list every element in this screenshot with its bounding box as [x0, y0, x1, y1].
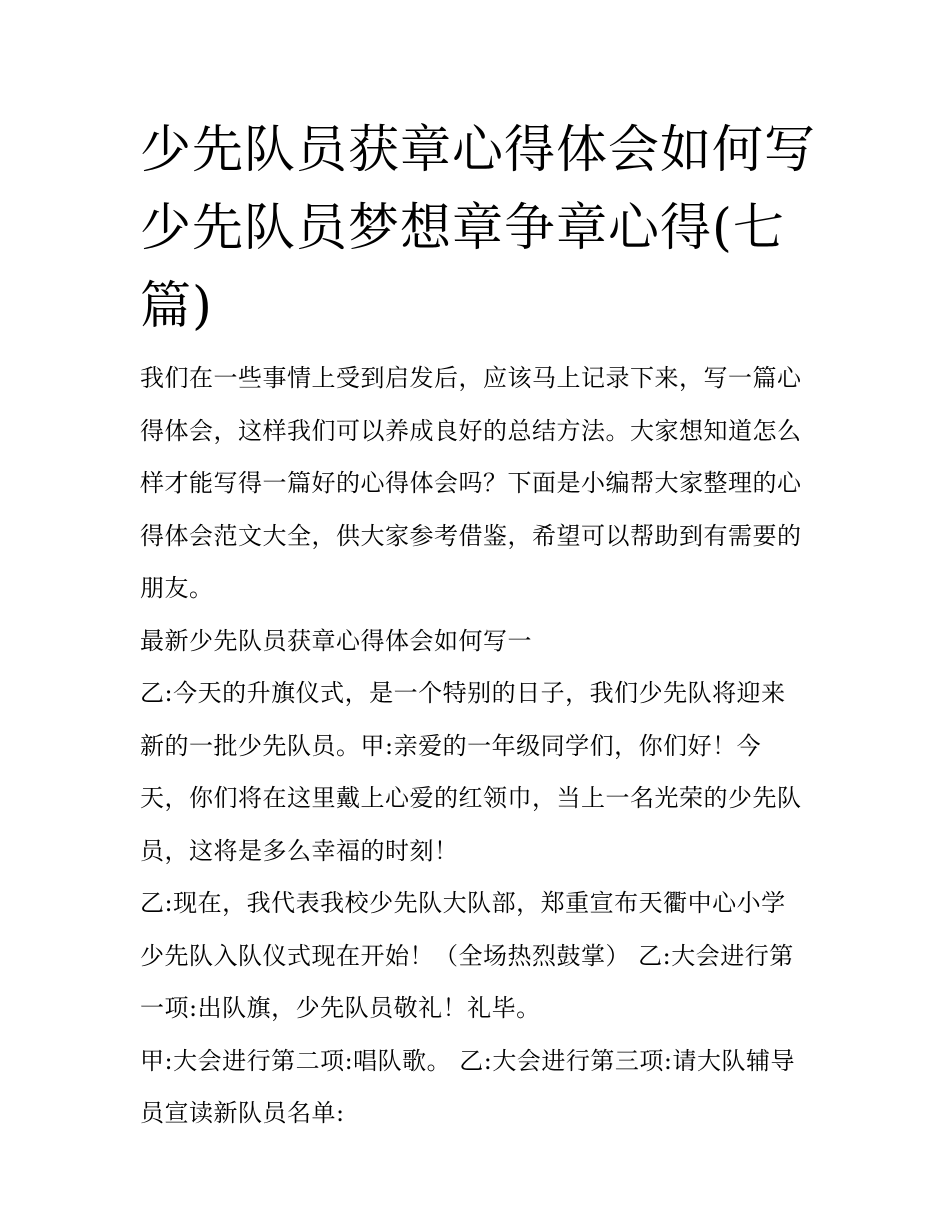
intro-paragraph: [140, 352, 820, 615]
text-line: 甲:大会进行第二项:唱队歌。 乙:大会进行第三项:请大队辅导: [140, 1046, 795, 1075]
text-line: 样才能写得一篇好的心得体会吗？下面是小编帮大家整理的心: [140, 469, 802, 497]
text-line: 新的一批少先队员。甲:亲爱的一年级同学们，你们好！今: [140, 731, 762, 760]
text-line: 乙:现在，我代表我校少先队大队部，郑重宣布天衢中心小学: [140, 889, 786, 917]
text-line: 最新少先队员获章心得体会如何写一: [140, 626, 532, 655]
text-line: 员宣读新队员名单:: [140, 1099, 345, 1127]
title-line: 少先队员梦想章争章心得(七: [140, 199, 785, 258]
text-line: 朋友。: [140, 574, 214, 602]
text-line: 员，这将是多么幸福的时刻！: [140, 836, 459, 865]
text-line: 少先队入队仪式现在开始！（全场热烈鼓掌） 乙:大会进行第: [140, 941, 794, 970]
title-line: 篇): [140, 277, 213, 336]
text-line: 得体会范文大全，供大家参考借鉴，希望可以帮助到有需要的: [140, 521, 802, 550]
text-line: 得体会，这样我们可以养成良好的总结方法。大家想知道怎么: [140, 416, 802, 445]
text-line: 乙:今天的升旗仪式，是一个特别的日子，我们少先队将迎来: [140, 679, 786, 707]
body-paragraph: [140, 667, 820, 877]
section-heading: [140, 615, 820, 668]
body-paragraph: [140, 1035, 820, 1140]
title-line: 少先队员获章心得体会如何写: [140, 121, 817, 180]
document-body: [140, 352, 820, 1140]
text-line: 一项:出队旗，少先队员敬礼！礼毕。: [140, 994, 541, 1022]
body-paragraph: [140, 877, 820, 1035]
document-title: [140, 112, 820, 346]
text-line: 天，你们将在这里戴上心爱的红领巾，当上一名光荣的少先队: [140, 784, 802, 812]
text-line: 我们在一些事情上受到启发后，应该马上记录下来，写一篇心: [140, 364, 802, 392]
